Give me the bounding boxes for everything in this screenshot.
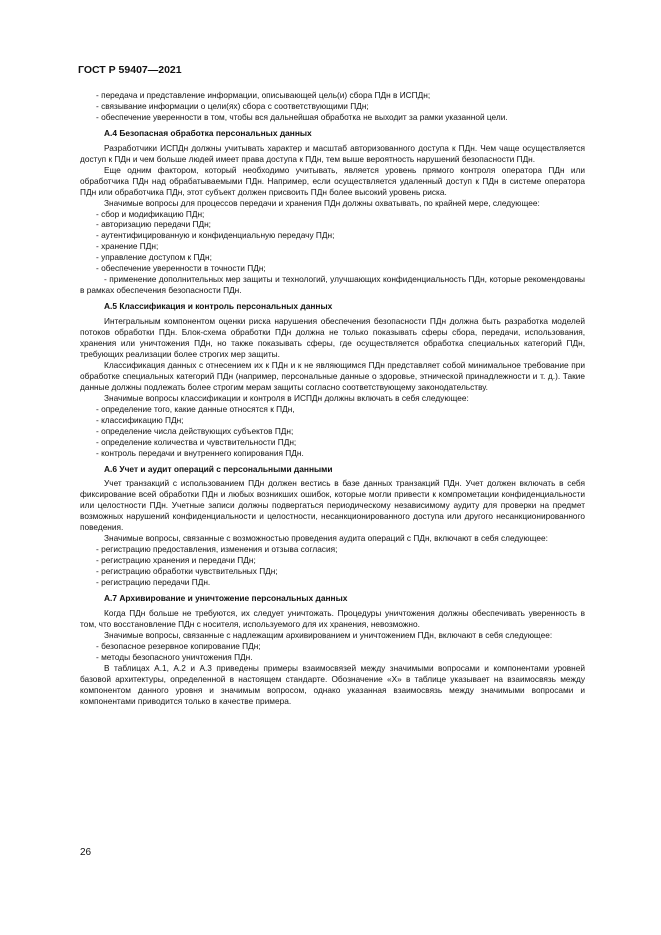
list-item: - авторизацию передачи ПДн; <box>80 219 585 230</box>
paragraph: Разработчики ИСПДн должны учитывать характер и масштаб авторизованного доступа к ПДн. Чем чаще осуществляется доступ к ПДн и чем больше людей имеет права доступа к ПДн, тем выше вероятность нарушений безопасности ПДн. <box>80 142 585 164</box>
page-number: 26 <box>80 847 92 858</box>
page-content <box>80 90 585 707</box>
section-heading-a5: А.5 Классификация и контроль персональных данных <box>104 301 333 312</box>
list-item: - регистрацию обработки чувствительных ПДн; <box>80 566 585 577</box>
list-item: - классификацию ПДн; <box>80 415 585 426</box>
paragraph: Значимые вопросы классификации и контроля в ИСПДн должны включать в себя следующее: <box>104 392 469 403</box>
list-item: - сбор и модификацию ПДн; <box>80 209 585 220</box>
paragraph: Значимые вопросы для процессов передачи и хранения ПДн должны охватывать, по крайней мере, следующее: <box>104 197 540 208</box>
paragraph: Учет транзакций с использованием ПДн должен вестись в базе данных транзакций ПДн. Учет должен включать в себя фиксирование всей обработки ПДн и любых возникших ошибок, которые могли привести к компрометации конфиденциальности или целостности ПДн. Учетные записи должны подвергаться периодическому независимому аудиту для проверки на предмет возможных нарушений конфиденциальности и целостности, несанкционированного доступа или другого несанкционированного поведения. <box>80 478 585 533</box>
list-item: - методы безопасного уничтожения ПДн. <box>80 652 585 663</box>
list-item: - контроль передачи и внутреннего копирования ПДн. <box>80 448 585 459</box>
paragraph: Классификация данных с отнесением их к ПДн и к не являющимся ПДн представляет собой минимальное требование при обработке специальных категорий ПДн (например, персональные данные о здоровье, этнической принадлежности и т. д.). Такие данные должны подлежать более строгим мерам защиты согласно соответствующему законодательству. <box>80 359 585 392</box>
document-header: ГОСТ Р 59407—2021 <box>78 64 182 76</box>
paragraph: Значимые вопросы, связанные с надлежащим архивированием и уничтожением ПДн, включают в себя следующее: <box>104 629 553 640</box>
list-item: - регистрацию передачи ПДн. <box>80 577 585 588</box>
section-heading-a6: А.6 Учет и аудит операций с персональными данными <box>104 463 333 474</box>
list-item: - обеспечение уверенности в точности ПДн; <box>80 263 585 274</box>
paragraph: Когда ПДн больше не требуются, их следует уничтожать. Процедуры уничтожения должны обеспечивать уверенность в том, что восстановление ПДн с носителя, используемого для их хранения, невозможно. <box>80 607 585 629</box>
list-item: - передача и представление информации, описывающей цель(и) сбора ПДн в ИСПДн; <box>80 90 585 101</box>
list-item: - применение дополнительных мер защиты и технологий, улучшающих конфиденциальность ПДн, которые рекомендованы в рамках обеспечения безопасности ПДн. <box>80 274 585 296</box>
section-heading-a4: А.4 Безопасная обработка персональных данных <box>104 127 312 138</box>
paragraph: Значимые вопросы, связанные с возможностью проведения аудита операций с ПДн, включают в себя следующее: <box>104 533 548 544</box>
list-item: - определение того, какие данные относятся к ПДн, <box>80 404 585 415</box>
paragraph: Еще одним фактором, который необходимо учитывать, является уровень прямого контроля оператора ПДн или обработчика ПДн над обрабатываемыми ПДн. Например, если осуществляется удаленный доступ к ПДн в системе оператора ПДн или обработчика ПДн, этот субъект должен присвоить ПДн более высокий уровень риска. <box>80 164 585 197</box>
paragraph: В таблицах А.1, А.2 и А.3 приведены примеры взаимосвязей между значимыми вопросами и компонентами уровней базовой архитектуры, определенной в настоящем стандарте. Обозначение «X» в таблице указывает на взаимосвязь между компонентом данного уровня и значимым вопросом, однако указанная взаимосвязь между значимыми вопросами и компонентами приводится только в качестве примера. <box>80 662 585 706</box>
list-item: - хранение ПДн; <box>80 241 585 252</box>
list-item: - обеспечение уверенности в том, чтобы вся дальнейшая обработка не выходит за рамки указанной цели. <box>80 112 585 123</box>
list-item: - определение числа действующих субъектов ПДн; <box>80 426 585 437</box>
list-item: - аутентифицированную и конфиденциальную передачу ПДн; <box>80 230 585 241</box>
list-item: - регистрацию хранения и передачи ПДн; <box>80 555 585 566</box>
list-item: - связывание информации о цели(ях) сбора с соответствующими ПДн; <box>80 101 585 112</box>
list-item: - безопасное резервное копирование ПДн; <box>80 641 585 652</box>
section-heading-a7: А.7 Архивирование и уничтожение персональных данных <box>104 592 348 603</box>
list-item: - регистрацию предоставления, изменения и отзыва согласия; <box>80 544 585 555</box>
paragraph: Интегральным компонентом оценки риска нарушения обеспечения безопасности ПДн должна быть разработка моделей потоков обработки ПДн. Блок-схема обработки ПДн должна не только показывать сферы сбора, передачи, использования, хранения или уничтожения ПДн, но также показывать сферы, где осуществляется обработка специальных категорий ПДн, требующих реализации более строгих мер защиты. <box>80 316 585 359</box>
list-item: - управление доступом к ПДн; <box>80 252 585 263</box>
list-item: - определение количества и чувствительности ПДн; <box>80 437 585 448</box>
